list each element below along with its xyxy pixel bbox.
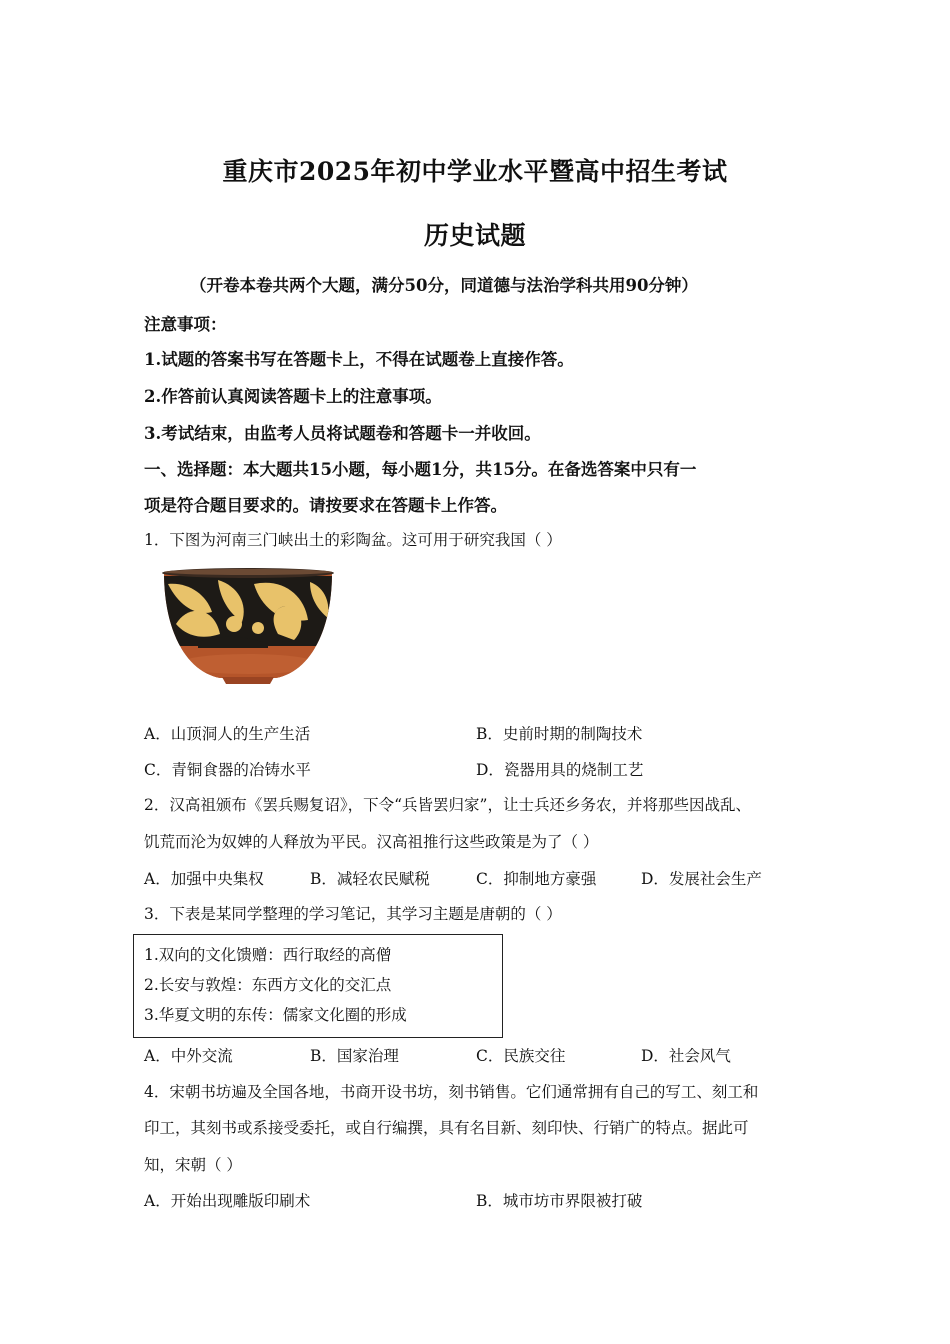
section-heading-line2: 项是符合题目要求的。请按要求在答题卡上作答。 — [144, 496, 507, 515]
notes-heading: 注意事项： — [144, 315, 227, 334]
note-item-3: 3.考试结束，由监考人员将试题卷和答题卡一并收回。 — [144, 424, 541, 443]
question-3-stem: 3．下表是某同学整理的学习笔记，其学习主题是唐朝的（ ） — [144, 905, 562, 923]
painted-pottery-basin-image — [158, 564, 338, 688]
q4-option-b[interactable]: B．城市坊市界限被打破 — [476, 1192, 643, 1210]
question-2-stem-line2: 饥荒而沦为奴婢的人释放为平民。汉高祖推行这些政策是为了（ ） — [144, 833, 599, 851]
subject-title: 历史试题 — [423, 221, 526, 250]
q2-option-d[interactable]: D．发展社会生产 — [641, 870, 762, 888]
q3-option-c[interactable]: C．民族交往 — [476, 1047, 566, 1065]
q4-option-a[interactable]: A．开始出现雕版印刷术 — [144, 1192, 311, 1210]
study-notes-table — [133, 934, 503, 1038]
notes-table-row-2: 2.长安与敦煌：东西方文化的交汇点 — [144, 976, 392, 994]
notes-table-row-1: 1.双向的文化馈赠：西行取经的高僧 — [144, 946, 392, 964]
q3-option-d[interactable]: D．社会风气 — [641, 1047, 731, 1065]
question-2-stem-line1: 2．汉高祖颁布《罢兵赐复诏》，下令“兵皆罢归家”，让士兵还乡务农，并将那些因战乱、 — [144, 796, 751, 814]
exam-title: 重庆市2025年初中学业水平暨高中招生考试 — [222, 157, 728, 186]
question-1-stem: 1．下图为河南三门峡出土的彩陶盆。这可用于研究我国（ ） — [144, 531, 562, 549]
question-4-stem-line2: 印工，其刻书或系接受委托，或自行编撰，具有名目新、刻印快、行销广的特点。据此可 — [144, 1119, 749, 1137]
q2-option-a[interactable]: A．加强中央集权 — [144, 870, 264, 888]
question-4-stem-line1: 4．宋朝书坊遍及全国各地，书商开设书坊，刻书销售。它们通常拥有自己的写工、刻工和 — [144, 1083, 759, 1101]
note-item-2: 2.作答前认真阅读答题卡上的注意事项。 — [144, 387, 442, 406]
note-item-1: 1.试题的答案书写在答题卡上，不得在试题卷上直接作答。 — [144, 350, 574, 369]
notes-table-row-3: 3.华夏文明的东传：儒家文化圈的形成 — [144, 1006, 407, 1024]
q1-option-d[interactable]: D．瓷器用具的烧制工艺 — [476, 761, 644, 779]
q2-option-c[interactable]: C．抑制地方豪强 — [476, 870, 597, 888]
q3-option-b[interactable]: B．国家治理 — [310, 1047, 399, 1065]
q2-option-b[interactable]: B．减轻农民赋税 — [310, 870, 430, 888]
exam-info: （开卷本卷共两个大题，满分50分，同道德与法治学科共用90分钟） — [190, 276, 698, 295]
q3-option-a[interactable]: A．中外交流 — [144, 1047, 233, 1065]
q1-option-c[interactable]: C．青铜食器的冶铸水平 — [144, 761, 311, 779]
section-heading-line1: 一、选择题：本大题共15小题，每小题1分，共15分。在备选答案中只有一 — [144, 460, 697, 479]
q1-option-a[interactable]: A．山顶洞人的生产生活 — [144, 725, 311, 743]
pottery-basin-svg — [158, 564, 338, 688]
question-4-stem-line3: 知，宋朝（ ） — [144, 1156, 242, 1174]
q1-option-b[interactable]: B．史前时期的制陶技术 — [476, 725, 643, 743]
